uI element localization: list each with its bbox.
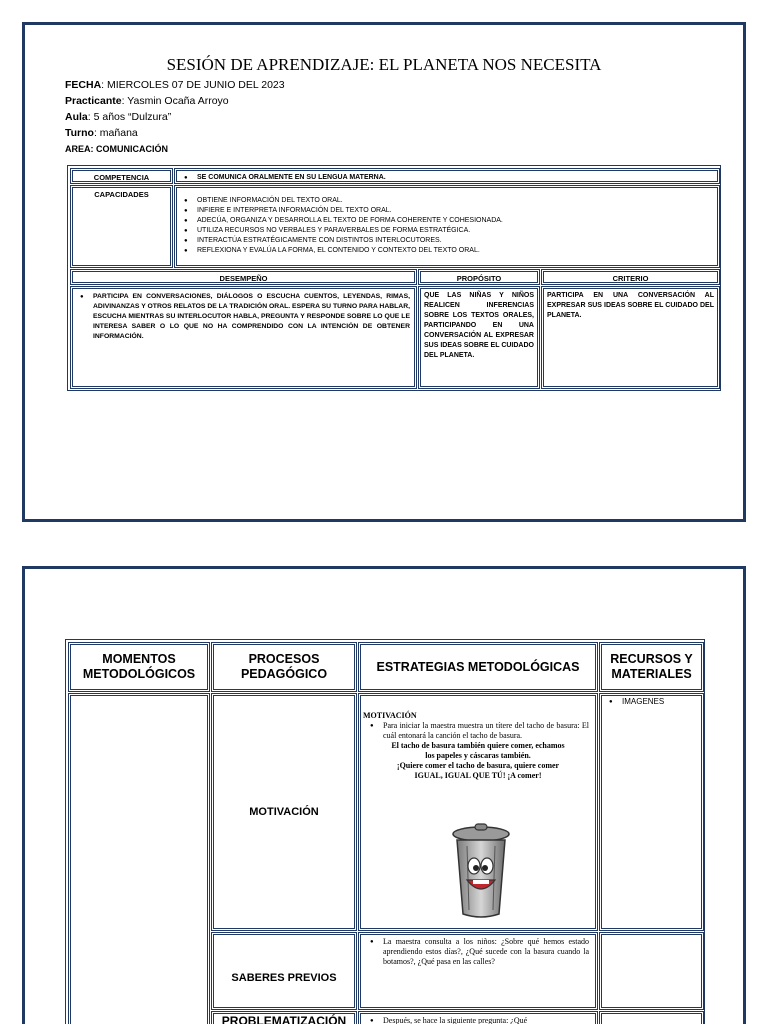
saberes-strategy bbox=[358, 932, 598, 1010]
recurso-imagenes: ● IMAGENES bbox=[602, 697, 701, 707]
aula-value: : 5 años “Dulzura” bbox=[87, 111, 172, 123]
desempeno-text: ● PARTICIPA EN CONVERSACIONES, DIÁLOGOS O ESCUCHA CUENTOS, LEYENDAS, RIMAS, ADIVINANZAS Y OTROS RELATOS DE LA TRADICIÓN ORAL. ESPERA SU TURNO PARA HABLAR, ESCUCHA MIENTRAS SU INTERLOCUTOR HABLA, PREGUNTA Y RESPONDE SOBRE LO QUE LE INTERESA SABER O LO QUE NO HA COMPRENDIDO CON LA INTENCIÓN DE OBTENER INFORMACIÓN. bbox=[73, 292, 414, 342]
song-line-4: IGUAL, IGUAL QUE TÚ! ¡A comer! bbox=[414, 771, 542, 780]
document-title: SESIÓN DE APRENDIZAJE: EL PLANETA NOS NECESITA bbox=[166, 55, 602, 74]
area-label: AREA: COMUNICACIÓN bbox=[65, 144, 168, 154]
document-page-2 bbox=[22, 566, 746, 1024]
turno-row bbox=[65, 125, 285, 141]
momentos-cell bbox=[68, 693, 210, 1024]
trash-can-icon bbox=[449, 822, 513, 922]
capacidad-3: ● ADECÚA, ORGANIZA Y DESARROLLA EL TEXTO DE FORMA COHERENTE Y COHESIONADA. bbox=[177, 216, 717, 226]
song-line-1: El tacho de basura también quiere comer, echamos bbox=[391, 741, 565, 750]
practicante-row bbox=[65, 93, 285, 109]
recursos-header: RECURSOS Y MATERIALES bbox=[599, 642, 704, 692]
capacidades-cell bbox=[174, 185, 720, 268]
competencia-value: ● SE COMUNICA ORALMENTE EN SU LENGUA MATERNA. bbox=[177, 173, 717, 183]
criterio-header: CRITERIO bbox=[541, 269, 720, 285]
turno-label: Turno bbox=[65, 127, 94, 139]
proposito-header: PROPÓSITO bbox=[418, 269, 540, 285]
criterio-text: PARTICIPA EN UNA CONVERSACIÓN AL EXPRESAR SUS IDEAS SOBRE EL CUIDADO DEL PLANETA. bbox=[541, 286, 720, 389]
competencias-table bbox=[67, 165, 721, 391]
aula-row bbox=[65, 109, 285, 125]
capacidad-2: ● INFIERE E INTERPRETA INFORMACIÓN DEL TEXTO ORAL. bbox=[177, 206, 717, 216]
problematizacion-bullet: ● Después, se hace la siguiente pregunta: ¿Qué bbox=[361, 1016, 595, 1024]
capacidad-5: ● INTERACTÚA ESTRATÉGICAMENTE CON DISTINTOS INTERLOCUTORES. bbox=[177, 236, 717, 246]
fecha-value: : MIERCOLES 07 DE JUNIO DEL 2023 bbox=[101, 79, 285, 91]
competencia-cell bbox=[174, 168, 720, 184]
estrategias-table bbox=[65, 639, 705, 1024]
motivacion-recursos bbox=[599, 693, 704, 931]
capacidad-1: ● OBTIENE INFORMACIÓN DEL TEXTO ORAL. bbox=[177, 196, 717, 206]
motivacion-process: MOTIVACIÓN bbox=[211, 693, 357, 931]
desempeno-header: DESEMPEÑO bbox=[70, 269, 417, 285]
practicante-value: : Yasmin Ocaña Arroyo bbox=[121, 95, 229, 107]
practicante-label: Practicante bbox=[65, 95, 122, 107]
capacidad-4: ● UTILIZA RECURSOS NO VERBALES Y PARAVERBALES DE FORMA ESTRATÉGICA. bbox=[177, 226, 717, 236]
capacidades-label: CAPACIDADES bbox=[70, 185, 173, 268]
fecha-label: FECHA bbox=[65, 79, 102, 91]
saberes-bullet: ● La maestra consulta a los niños: ¿Sobre qué hemos estado aprendiendo estos días?, ¿Qué sucede con la basura cuando la botamos?, ¿Qué pasa en las calles? bbox=[361, 937, 595, 967]
song-lyrics bbox=[361, 741, 595, 781]
motivacion-bullet: ● Para iniciar la maestra muestra un títere del tacho de basura: El cuál entonará la canción el tacho de basura. bbox=[361, 721, 595, 741]
aula-label: Aula bbox=[65, 111, 88, 123]
procesos-header: PROCESOS PEDAGÓGICO bbox=[211, 642, 357, 692]
motivacion-strategy bbox=[358, 693, 598, 931]
problematizacion-recursos bbox=[599, 1011, 704, 1024]
problematizacion-process: PROBLEMATIZACIÓN bbox=[211, 1011, 357, 1024]
capacidad-6: ● REFLEXIONA Y EVALÚA LA FORMA, EL CONTENIDO Y CONTEXTO DEL TEXTO ORAL. bbox=[177, 246, 717, 256]
momentos-header: MOMENTOS METODOLÓGICOS bbox=[68, 642, 210, 692]
desempeno-cell bbox=[70, 286, 417, 389]
estrategias-header: ESTRATEGIAS METODOLÓGICAS bbox=[358, 642, 598, 692]
problematizacion-strategy bbox=[358, 1011, 598, 1024]
competencia-label: COMPETENCIA bbox=[70, 168, 173, 184]
motivacion-heading: MOTIVACIÓN bbox=[363, 711, 417, 720]
turno-value: : mañana bbox=[93, 127, 138, 139]
fecha-row bbox=[65, 77, 285, 93]
song-line-3: ¡Quiere comer el tacho de basura, quiere comer bbox=[396, 761, 560, 770]
song-line-2: los papeles y cáscaras también. bbox=[425, 751, 531, 760]
saberes-recursos bbox=[599, 932, 704, 1010]
saberes-process: SABERES PREVIOS bbox=[211, 932, 357, 1010]
proposito-text: QUE LAS NIÑAS Y NIÑOS REALICEN INFERENCIAS SOBRE LOS TEXTOS ORALES, PARTICIPANDO EN UNA CONVERSACIÓN AL EXPRESAR SUS IDEAS SOBRE EL CUIDADO DEL PLANETA. bbox=[418, 286, 540, 389]
document-page-1 bbox=[22, 22, 746, 522]
session-meta bbox=[65, 77, 285, 157]
